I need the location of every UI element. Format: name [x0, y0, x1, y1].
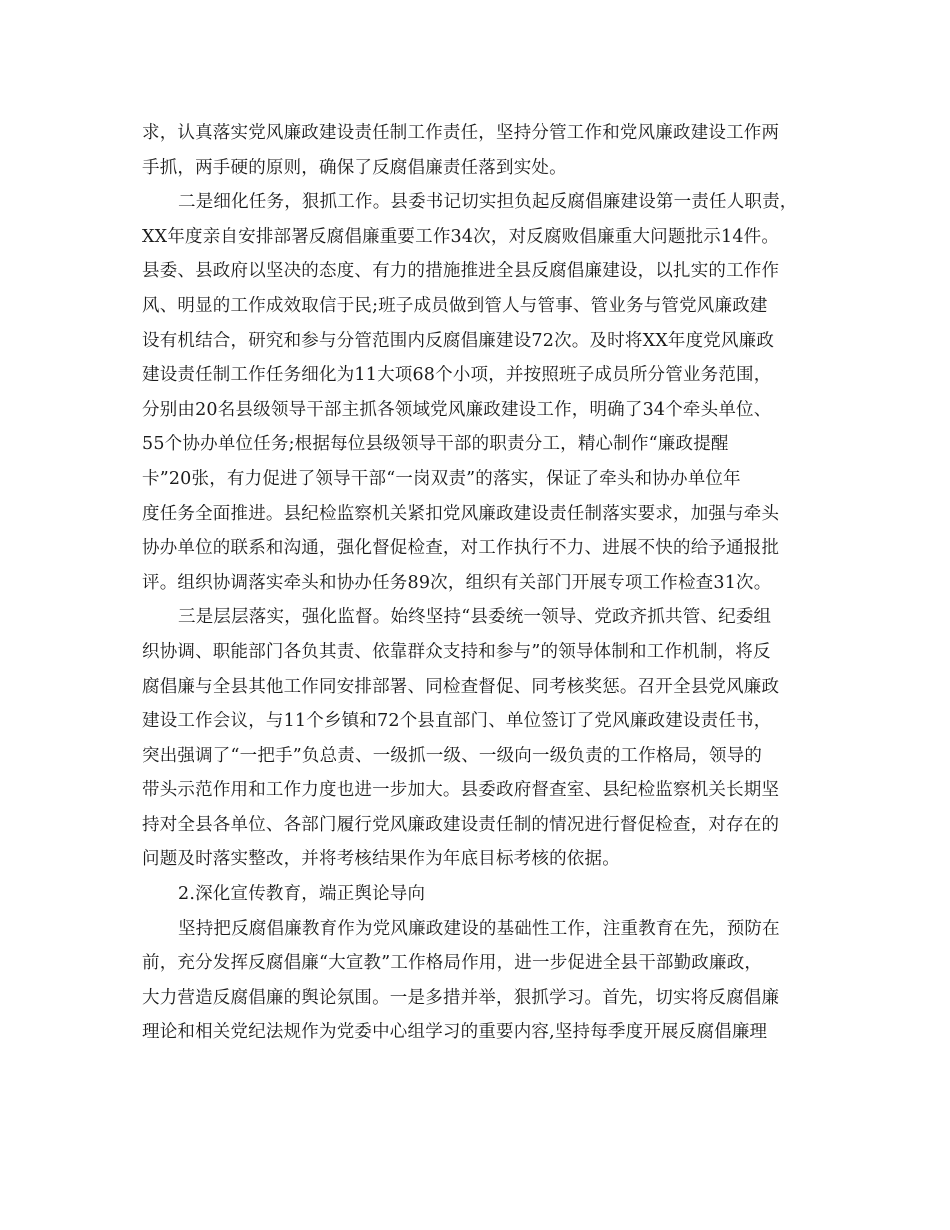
text-line: 持对全县各单位、各部门履行党风廉政建设责任制的情况进行督促检查，对存在的: [142, 814, 780, 835]
document-body: [142, 116, 822, 1050]
text-line: 手抓，两手硬的原则，确保了反腐倡廉责任落到实处。: [142, 157, 567, 178]
text-line: 设有机结合，研究和参与分管范围内反腐倡廉建设72次。及时将XX年度党风廉政: [142, 330, 775, 351]
text-line: 前，充分发挥反腐倡廉“大宣教”工作格局作用，进一步促进全县干部勤政廉政，: [142, 953, 763, 974]
text-line: 风、明显的工作成效取信于民;班子成员做到管人与管事、管业务与管党风廉政建: [142, 295, 768, 316]
text-line: 三是层层落实，强化监督。始终坚持“县委统一领导、党政齐抓共管、纪委组: [178, 607, 772, 628]
text-line: 评。组织协调落实牵头和协办任务89次，组织有关部门开展专项工作检查31次。: [142, 572, 772, 593]
text-line: 建设工作会议，与11个乡镇和72个县直部门、单位签订了党风廉政建设责任书，: [142, 711, 772, 732]
text-line: 二是细化任务，狠抓工作。县委书记切实担负起反腐倡廉建设第一责任人职责，: [178, 192, 798, 213]
text-line: 55个协办单位任务;根据每位县级领导干部的职责分工，精心制作“廉政提醒: [142, 434, 729, 455]
text-line: 突出强调了“一把手”负总责、一级抓一级、一级向一级负责的工作格局，领导的: [142, 745, 763, 766]
text-line: 带头示范作用和工作力度也进一步加大。县委政府督查室、县纪检监察机关长期坚: [142, 780, 780, 801]
text-line: 建设责任制工作任务细化为11大项68个小项，并按照班子成员所分管业务范围，: [142, 365, 772, 386]
text-line: 卡”20张，有力促进了领导干部“一岗双责”的落实，保证了牵头和协办单位年: [142, 468, 741, 489]
text-line: 协办单位的联系和沟通，强化督促检查，对工作执行不力、进展不快的给予通报批: [142, 538, 780, 559]
text-line: 理论和相关党纪法规作为党委中心组学习的重要内容,坚持每季度开展反腐倡廉理: [142, 1022, 768, 1043]
text-line: 问题及时落实整改，并将考核结果作为年底目标考核的依据。: [142, 849, 620, 870]
text-line: 腐倡廉与全县其他工作同安排部署、同检查督促、同考核奖惩。召开全县党风廉政: [142, 676, 780, 697]
text-line: XX年度亲自安排部署反腐倡廉重要工作34次，对反腐败倡廉重大问题批示14件。: [142, 226, 780, 247]
text-line: 大力营造反腐倡廉的舆论氛围。一是多措并举，狠抓学习。首先，切实将反腐倡廉: [142, 987, 780, 1008]
text-line: 求，认真落实党风廉政建设责任制工作责任，坚持分管工作和党风廉政建设工作两: [142, 123, 780, 143]
text-line: 织协调、职能部门各负其责、依靠群众支持和参与”的领导体制和工作机制，将反: [142, 641, 771, 662]
text-line: 2.深化宣传教育，端正舆论导向: [178, 884, 426, 905]
text-line: 度任务全面推进。县纪检监察机关紧扣党风廉政建设责任制落实要求，加强与牵头: [142, 503, 780, 524]
text-line: 坚持把反腐倡廉教育作为党风廉政建设的基础性工作，注重教育在先，预防在: [178, 918, 780, 939]
text-line: 分别由20名县级领导干部主抓各领域党风廉政建设工作，明确了34个牵头单位、: [142, 399, 772, 420]
text-line: 县委、县政府以坚决的态度、有力的措施推进全县反腐倡廉建设，以扎实的工作作: [142, 261, 780, 282]
